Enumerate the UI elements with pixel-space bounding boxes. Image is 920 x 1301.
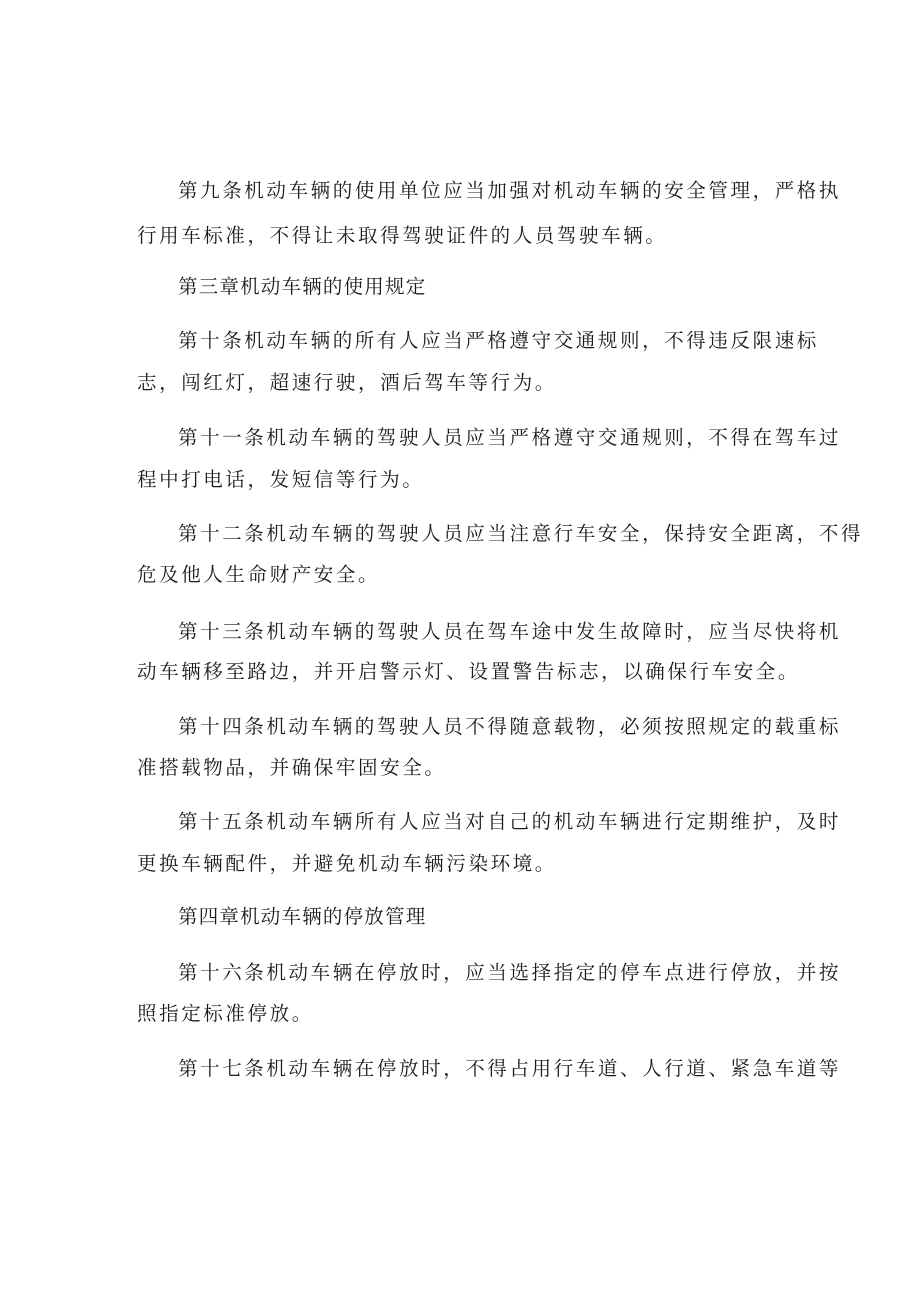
article-11-line-1: 第十一条机动车辆的驾驶人员应当严格遵守交通规则，不得在驾车过 xyxy=(178,426,842,449)
article-17-line-1: 第十七条机动车辆在停放时，不得占用行车道、人行道、紧急车道等 xyxy=(178,1057,842,1080)
article-14-line-2: 准搭载物品，并确保牢固安全。 xyxy=(137,756,447,779)
article-15-line-2: 更换车辆配件，并避免机动车辆污染环境。 xyxy=(137,852,557,875)
article-9-line-2: 行用车标准，不得让未取得驾驶证件的人员驾驶车辆。 xyxy=(137,224,668,247)
article-15-line-1: 第十五条机动车辆所有人应当对自己的机动车辆进行定期维护，及时 xyxy=(178,810,842,833)
article-13-line-1: 第十三条机动车辆的驾驶人员在驾车途中发生故障时，应当尽快将机 xyxy=(178,620,842,643)
article-16-line-2: 照指定标准停放。 xyxy=(137,1002,314,1025)
chapter-3-heading: 第三章机动车辆的使用规定 xyxy=(178,275,427,298)
article-14-line-1: 第十四条机动车辆的驾驶人员不得随意载物，必须按照规定的载重标 xyxy=(178,715,842,738)
chapter-4-heading: 第四章机动车辆的停放管理 xyxy=(178,905,427,928)
article-12-line-1: 第十二条机动车辆的驾驶人员应当注意行车安全，保持安全距离，不得 xyxy=(178,522,864,545)
article-10-line-2: 志，闯红灯，超速行驶，酒后驾车等行为。 xyxy=(137,371,557,394)
article-12-line-2: 危及他人生命财产安全。 xyxy=(137,563,381,586)
article-13-line-2: 动车辆移至路边，并开启警示灯、设置警告标志，以确保行车安全。 xyxy=(137,660,801,683)
article-10-line-1: 第十条机动车辆的所有人应当严格遵守交通规则，不得违反限速标 xyxy=(178,329,819,352)
article-11-line-2: 程中打电话，发短信等行为。 xyxy=(137,468,425,491)
article-16-line-1: 第十六条机动车辆在停放时，应当选择指定的停车点进行停放，并按 xyxy=(178,961,842,984)
article-9-line-1: 第九条机动车辆的使用单位应当加强对机动车辆的安全管理，严格执 xyxy=(178,179,842,202)
